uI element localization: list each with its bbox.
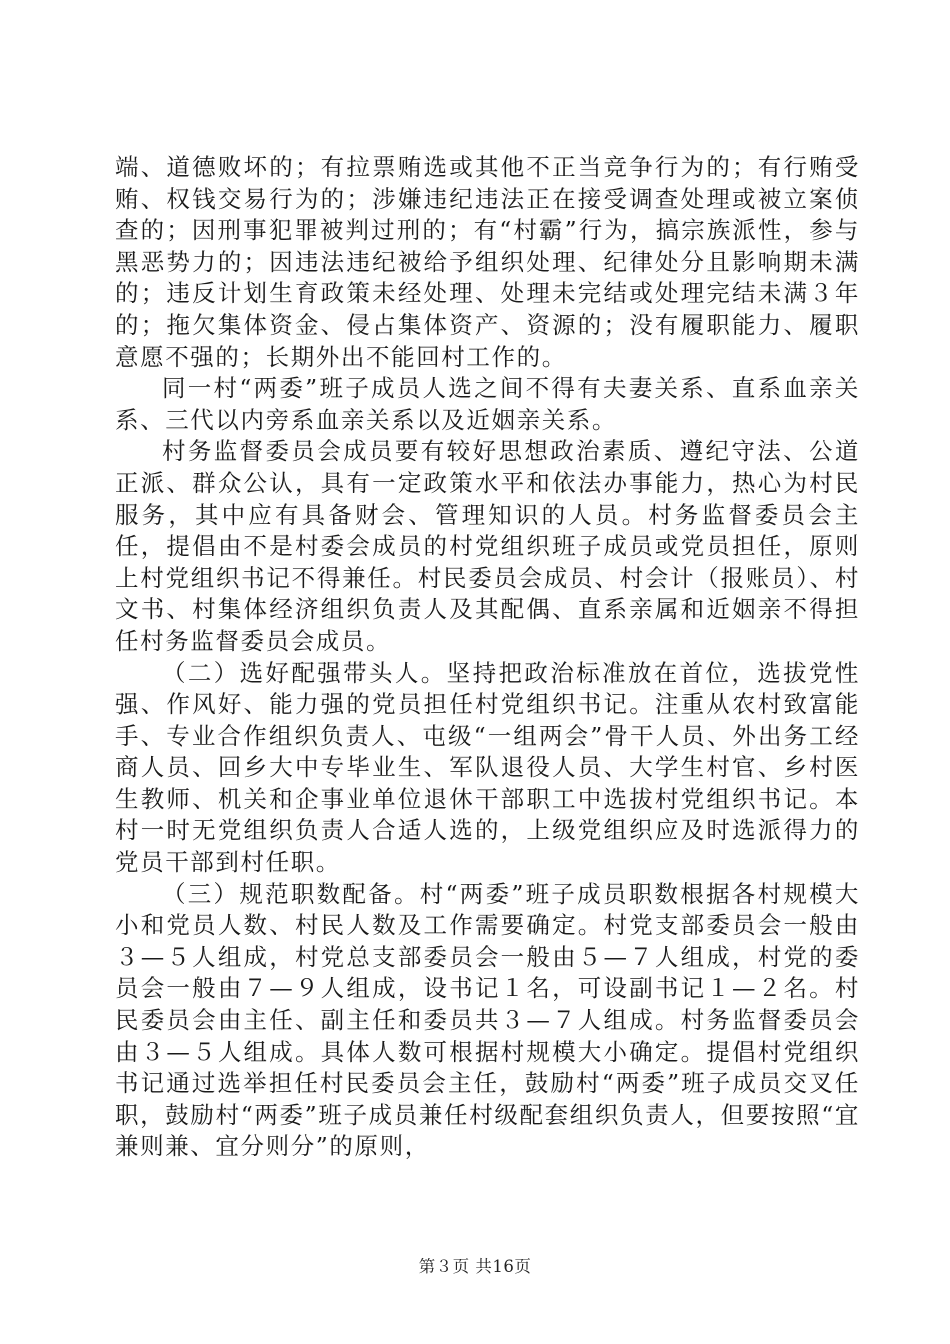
paragraph-section-three: （三）规范职数配备。村“两委”班子成员职数根据各村规模大小和党员人数、村民人数及工作需要确定。村党支部委员会一般由３—５人组成，村党总支部委员会一般由５—７人组成，村党的委员会一般由７—９人组成，设书记１名，可设副书记１—２名。村民委员会由主任、副主任和委员共３—７人组成。村务监督委员会由３—５人组成。具体人数可根据村规模大小确定。提倡村党组织书记通过选举担任村民委员会主任，鼓励村“两委”班子成员交叉任职，鼓励村“两委”班子成员兼任村级配套组织负责人，但要按照“宜兼则兼、宜分则分”的原则， xyxy=(115,879,860,1161)
paragraph-continued: 端、道德败坏的；有拉票贿选或其他不正当竞争行为的；有行贿受贿、权钱交易行为的；涉嫌违纪违法正在接受调查处理或被立案侦查的；因刑事犯罪被判过刑的；有“村霸”行为，搞宗族派性，参与黑恶势力的；因违法违纪被给予组织处理、纪律处分且影响期未满的；违反计划生育政策未经处理、处理未完结或处理完结未满３年的；拖欠集体资金、侵占集体资产、资源的；没有履职能力、履职意愿不强的；长期外出不能回村工作的。 xyxy=(115,153,860,371)
paragraph-kinship-rule: 同一村“两委”班子成员人选之间不得有夫妻关系、直系血亲关系、三代以内旁系血亲关系以及近姻亲关系。 xyxy=(115,374,860,434)
paragraph-supervision-committee: 村务监督委员会成员要有较好思想政治素质、遵纪守法、公道正派、群众公认，具有一定政策水平和依法办事能力，热心为村民服务，其中应有具备财会、管理知识的人员。村务监督委员会主任，提倡由不是村委会成员的村党组织班子成员或党员担任，原则上村党组织书记不得兼任。村民委员会成员、村会计（报账员）、村文书、村集体经济组织负责人及其配偶、直系亲属和近姻亲不得担任村务监督委员会成员。 xyxy=(115,437,860,655)
page-number-footer: 第３页 共16页 xyxy=(418,1257,532,1276)
paragraph-section-two: （二）选好配强带头人。坚持把政治标准放在首位，选拔党性强、作风好、能力强的党员担任村党组织书记。注重从农村致富能手、专业合作组织负责人、屯级“一组两会”骨干人员、外出务工经商人员、回乡大中专毕业生、军队退役人员、大学生村官、乡村医生教师、机关和企事业单位退休干部职工中选拔村党组织书记。本村一时无党组织负责人合适人选的，上级党组织应及时选派得力的党员干部到村任职。 xyxy=(115,658,860,877)
body-text xyxy=(115,152,860,1163)
